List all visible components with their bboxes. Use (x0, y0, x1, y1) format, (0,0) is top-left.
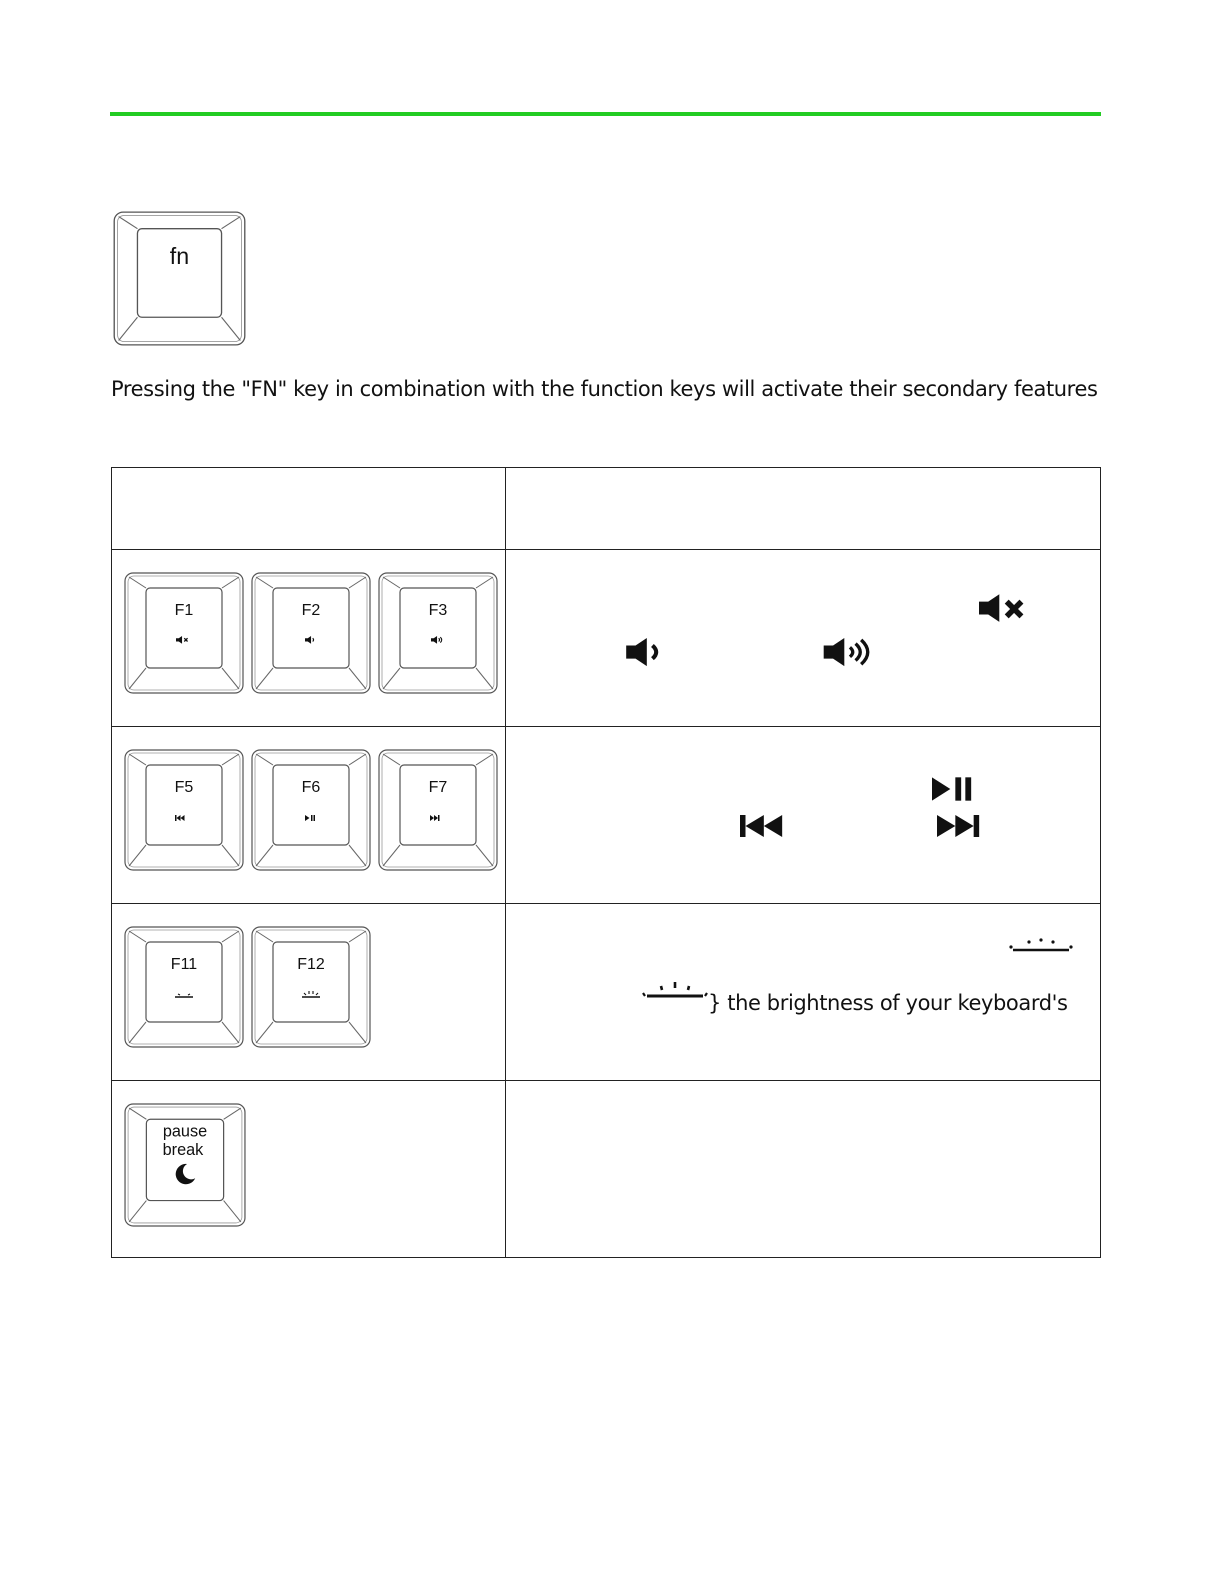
key-label: F5 (174, 779, 194, 796)
keys-cell (112, 1081, 506, 1258)
fn-keycap (112, 211, 247, 346)
mute-icon (979, 594, 1027, 624)
next-track-icon (937, 815, 981, 837)
f11-keycap (124, 926, 244, 1048)
fn-key-label: fn (169, 243, 190, 270)
description-text: } the brightness of your keyboard's (708, 991, 1068, 1015)
pause-break-keycap (124, 1103, 246, 1227)
f3-keycap (378, 572, 498, 694)
key-label: F6 (301, 779, 321, 796)
previous-track-icon (740, 815, 784, 837)
brightness-up-icon (641, 976, 709, 1002)
description-cell (506, 727, 1101, 904)
table-header-row (112, 468, 1101, 550)
f5-keycap (124, 749, 244, 871)
table-row (112, 727, 1101, 904)
keys-cell (112, 727, 506, 904)
f2-keycap (251, 572, 371, 694)
table-row (112, 550, 1101, 727)
key-label: F2 (301, 602, 321, 619)
key-label-line2: break (162, 1140, 204, 1159)
key-label: F12 (297, 956, 325, 973)
f7-keycap (378, 749, 498, 871)
volume-down-icon (626, 638, 662, 668)
volume-up-icon (823, 638, 875, 668)
key-label-line1: pause (162, 1122, 208, 1141)
intro-text: Pressing the "FN" key in combination with the function keys will activate their secondary features (111, 377, 1098, 401)
table-row (112, 904, 1101, 1081)
key-label: F7 (428, 779, 448, 796)
brightness-down-icon (1009, 934, 1073, 956)
key-label: F3 (428, 602, 448, 619)
section-divider (110, 112, 1101, 116)
f1-keycap (124, 572, 244, 694)
function-keys-table (111, 467, 1101, 1258)
description-cell (506, 904, 1101, 1081)
key-label: F1 (174, 602, 194, 619)
description-cell (506, 1081, 1101, 1258)
description-cell (506, 550, 1101, 727)
keys-cell (112, 550, 506, 727)
play-pause-icon (932, 777, 972, 801)
table-row (112, 1081, 1101, 1258)
keys-cell (112, 904, 506, 1081)
f12-keycap (251, 926, 371, 1048)
key-label: F11 (170, 956, 198, 973)
f6-keycap (251, 749, 371, 871)
